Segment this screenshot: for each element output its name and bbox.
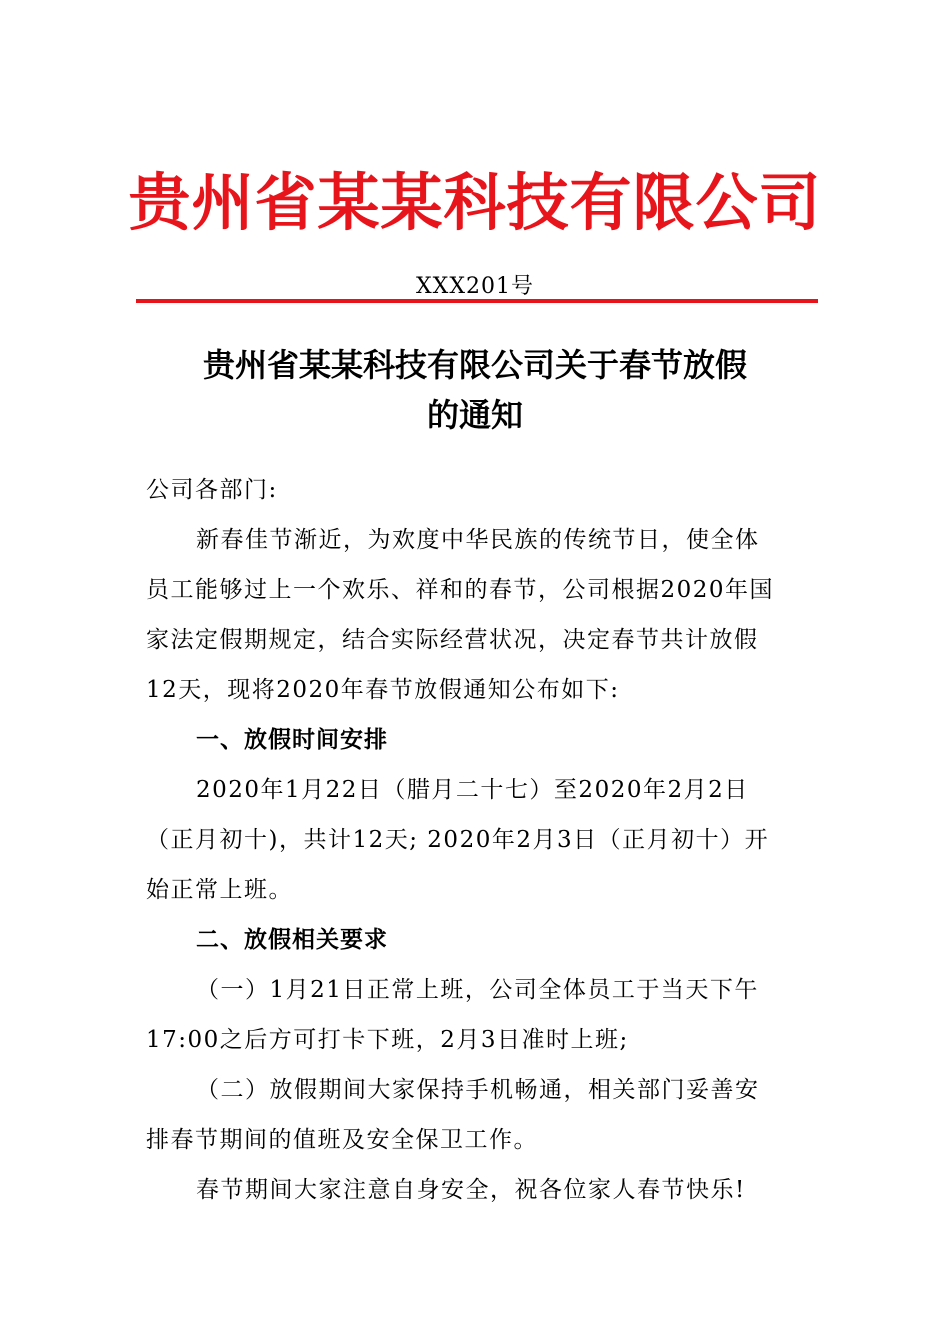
section-1-heading: 一、放假时间安排: [196, 727, 388, 753]
notice-body: [146, 465, 808, 1215]
red-divider-line: [136, 299, 818, 303]
notice-title: [0, 340, 950, 440]
closing-line: 春节期间大家注意自身安全，祝各位家人春节快乐!: [196, 1177, 746, 1203]
intro-line-2: 员工能够过上一个欢乐、祥和的春节，公司根据2020年国: [146, 577, 775, 603]
notice-title-line-1: 贵州省某某科技有限公司关于春节放假: [202, 346, 747, 384]
section-1-line-3: 始正常上班。: [146, 877, 293, 903]
notice-title-line-2: 的通知: [426, 396, 523, 434]
salutation: 公司各部门:: [146, 477, 278, 503]
section-2-item-1-line-1: （一）1月21日正常上班，公司全体员工于当天下午: [196, 977, 759, 1003]
organization-header: 贵州省某某科技有限公司: [128, 166, 822, 239]
intro-line-1: 新春佳节渐近，为欢度中华民族的传统节日，使全体: [196, 527, 760, 553]
document-number: XXX201号: [416, 274, 534, 299]
section-1-line-2: （正月初十)，共计12天; 2020年2月3日（正月初十）开: [146, 827, 770, 853]
intro-line-3: 家法定假期规定，结合实际经营状况，决定春节共计放假: [146, 627, 759, 653]
section-2-item-2-line-1: （二）放假期间大家保持手机畅通，相关部门妥善安: [196, 1077, 760, 1103]
intro-line-4: 12天，现将2020年春节放假通知公布如下:: [146, 677, 620, 703]
section-2-item-1-line-2: 17:00之后方可打卡下班，2月3日准时上班;: [146, 1027, 629, 1053]
section-1-line-1: 2020年1月22日（腊月二十七）至2020年2月2日: [196, 777, 749, 803]
section-2-item-2-line-2: 排春节期间的值班及安全保卫工作。: [146, 1127, 538, 1153]
section-2-heading: 二、放假相关要求: [196, 927, 388, 953]
